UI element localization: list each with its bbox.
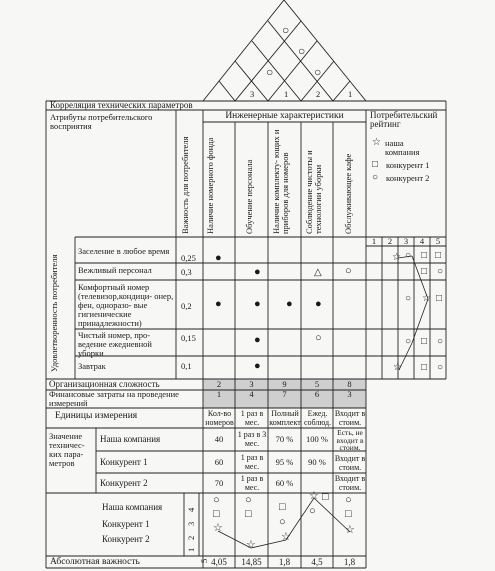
benchmark-circle: ○ xyxy=(245,494,252,506)
engineering-title: Инженерные характеристики xyxy=(225,111,344,121)
absolute-label: Абсолютная важность xyxy=(50,557,140,567)
rating-circle: ○ xyxy=(437,336,444,347)
org-complexity-value-5: 8 xyxy=(347,379,352,389)
rating-scale-4: 4 xyxy=(419,236,425,246)
tech-row-name-2: Конкурент 1 xyxy=(100,457,148,467)
benchmark-star: ☆ xyxy=(309,490,319,502)
org-complexity-value-2: 3 xyxy=(249,379,254,389)
org-complexity-value-1: 2 xyxy=(216,379,222,389)
strong-relation-dot: ● xyxy=(254,266,261,278)
competitor-name-1: Наша компания xyxy=(102,502,163,512)
rating-title: Потребительский рейтинг xyxy=(370,110,438,129)
rating-circle: ○ xyxy=(405,293,412,304)
tech-value-2-2: 1 раз в мес. xyxy=(240,453,264,471)
competitor-scale-2: 2 xyxy=(186,535,196,540)
strong-relation-dot: ● xyxy=(254,298,261,310)
strong-relation-dot: ● xyxy=(315,298,322,310)
tech-value-2-4: 90 % xyxy=(308,457,326,467)
units-value-1: Кол-во номеров xyxy=(205,409,234,427)
legend-square-icon: □ xyxy=(372,159,379,170)
legend-star-icon: ☆ xyxy=(372,137,381,148)
eng-col-2-header: Обучение персонала xyxy=(244,159,254,234)
weak-relation-triangle: △ xyxy=(314,267,322,278)
roof-number-1: 3 xyxy=(250,89,255,99)
attributes-title: Атрибуты потребительского восприятия xyxy=(50,112,153,131)
org-complexity-label: Организационная сложность xyxy=(49,379,160,389)
rating-square: □ xyxy=(421,250,428,261)
absolute-value-2: 14,85 xyxy=(241,557,262,567)
units-label: Единицы измерения xyxy=(55,411,138,421)
financial-value-2: 4 xyxy=(249,389,254,399)
rating-circle: ○ xyxy=(405,336,412,347)
rating-square: □ xyxy=(435,250,442,261)
absolute-value-3: 1,8 xyxy=(278,557,291,567)
tech-value-3-2: 1 раз в мес. xyxy=(240,474,264,492)
requirement-importance-1: 0,25 xyxy=(181,253,196,263)
medium-relation-circle: ○ xyxy=(345,265,352,277)
benchmark-square: □ xyxy=(345,508,352,520)
financial-value-1: 1 xyxy=(216,389,222,399)
requirement-importance-2: 0,3 xyxy=(181,267,192,277)
financial-label: Финансовые затраты на проведение измерений xyxy=(49,389,179,408)
benchmark-square: □ xyxy=(245,508,252,520)
eng-col-4-header: Соблюдение чистоты и технологии уборки xyxy=(304,150,323,234)
competitor-scale-1: 1 xyxy=(186,547,196,552)
benchmark-square: □ xyxy=(213,508,220,520)
tech-value-2-3: 95 % xyxy=(275,457,294,467)
tech-values-label: Значение техничес- ких пара- метров xyxy=(49,431,85,468)
tech-value-1-1: 40 xyxy=(214,434,224,444)
strong-relation-dot: ● xyxy=(254,360,261,372)
requirement-name-3: Комфортный номер (телевизор,кондици- онер, фен, одноразо- вые гигиенические принадлежности) xyxy=(78,282,174,328)
rating-circle: ○ xyxy=(437,362,444,373)
tech-row-name-1: Наша компания xyxy=(100,434,161,444)
benchmark-square: □ xyxy=(322,491,329,503)
roof-number-2: 1 xyxy=(284,89,289,99)
benchmark-star: ☆ xyxy=(213,522,223,534)
tech-value-2-5: Входит в стоим. xyxy=(334,454,366,472)
rating-circle: ○ xyxy=(405,250,412,261)
tech-value-3-3: 60 % xyxy=(275,478,294,488)
requirement-name-1: Заселение в любое время xyxy=(78,246,170,256)
rating-square: □ xyxy=(421,362,428,373)
importance-header: Важность для потребителя xyxy=(180,136,190,234)
units-value-5: Входит в стоим. xyxy=(334,409,366,427)
org-complexity-value-3: 9 xyxy=(282,379,287,389)
absolute-value-4: 4,5 xyxy=(311,557,323,567)
benchmark-circle: ○ xyxy=(345,494,352,506)
tech-value-2-1: 60 xyxy=(214,457,224,467)
roof-circle-1: ○ xyxy=(282,23,290,37)
requirement-importance-5: 0,1 xyxy=(181,361,192,371)
benchmark-star: ☆ xyxy=(281,531,291,543)
requirement-name-5: Завтрак xyxy=(78,361,106,371)
rating-circle: ○ xyxy=(437,266,444,277)
eng-col-1-header: Наличие номерного фонда xyxy=(205,137,215,234)
benchmark-circle: ○ xyxy=(279,516,286,528)
benchmark-circle: ○ xyxy=(213,494,220,506)
financial-value-5: 3 xyxy=(347,389,352,399)
correlation-title: Корреляция технических параметров xyxy=(50,100,193,110)
legend-circle-label: конкурент 2 xyxy=(386,173,430,183)
eng-col-5-header: Обслуживающее кафе xyxy=(343,153,353,234)
roof-circle-4: ○ xyxy=(314,65,322,79)
tech-row-name-3: Конкурент 2 xyxy=(100,478,148,488)
rating-square: □ xyxy=(421,266,428,277)
rating-scale-1: 1 xyxy=(371,236,377,246)
strong-relation-dot: ● xyxy=(215,252,222,264)
roof-number-4: 1 xyxy=(348,89,353,99)
absolute-value-5: 1,8 xyxy=(343,557,356,567)
competitor-name-2: Конкурент 1 xyxy=(102,519,150,529)
requirement-importance-4: 0,15 xyxy=(181,333,196,343)
competitor-scale-3: 3 xyxy=(186,521,196,526)
units-value-4: Ежед. соблюд. xyxy=(303,409,332,427)
benchmark-circle: ○ xyxy=(309,505,316,517)
units-value-3: Полный комплект xyxy=(269,409,301,427)
rating-star: ☆ xyxy=(392,252,401,263)
strong-relation-dot: ● xyxy=(215,298,222,310)
competitor-name-3: Конкурент 2 xyxy=(102,534,150,544)
tech-value-1-4: 100 % xyxy=(306,434,328,444)
benchmark-star: ☆ xyxy=(345,524,355,536)
medium-relation-circle: ○ xyxy=(315,332,322,344)
benchmark-square: □ xyxy=(279,501,286,513)
tech-value-1-3: 70 % xyxy=(275,434,294,444)
rating-square: □ xyxy=(436,293,443,304)
legend-circle-icon: ○ xyxy=(372,172,379,183)
financial-value-3: 7 xyxy=(282,389,287,399)
legend-square-label: конкурент 1 xyxy=(386,160,430,170)
rating-scale-5: 5 xyxy=(435,236,441,246)
requirement-name-4: Чистый номер, про- ведение ежедневной уборки xyxy=(78,330,152,358)
roof-number-3: 2 xyxy=(316,89,321,99)
units-value-2: 1 раз в мес. xyxy=(240,409,264,427)
benchmark-star: ☆ xyxy=(246,539,256,551)
strong-relation-dot: ● xyxy=(254,334,261,346)
strong-relation-dot: ● xyxy=(286,298,293,310)
competitor-scale-4: 4 xyxy=(186,507,196,512)
tech-value-1-2: 1 раз в 3 мес. xyxy=(237,430,267,448)
tech-value-3-5: Входит в стоим. xyxy=(334,474,366,492)
absolute-value-1: 4,05 xyxy=(211,557,227,567)
rating-star: ☆ xyxy=(393,362,402,373)
requirement-importance-3: 0,2 xyxy=(181,301,192,311)
rating-square: □ xyxy=(421,336,428,347)
requirement-name-2: Вежливый персонал xyxy=(78,265,152,275)
tech-value-1-5: Есть, не входит в стоим. xyxy=(336,428,364,452)
rating-star: ☆ xyxy=(422,293,431,304)
legend-star-label: наша компания xyxy=(385,138,420,157)
roof-circle-2: ○ xyxy=(298,44,306,58)
org-complexity-value-4: 5 xyxy=(314,379,320,389)
financial-value-4: 6 xyxy=(314,389,320,399)
roof-circle-3: ○ xyxy=(266,65,274,79)
requirements-group-label: Удовлетворенность потребителя xyxy=(49,254,59,372)
rating-scale-2: 2 xyxy=(387,236,393,246)
tech-value-3-1: 70 xyxy=(214,478,224,488)
eng-col-3-header: Наличие комплекту- ющих и приборов для номеров xyxy=(271,129,290,234)
rating-scale-3: 3 xyxy=(403,236,409,246)
competitor-scale-5: 5 xyxy=(199,558,209,563)
